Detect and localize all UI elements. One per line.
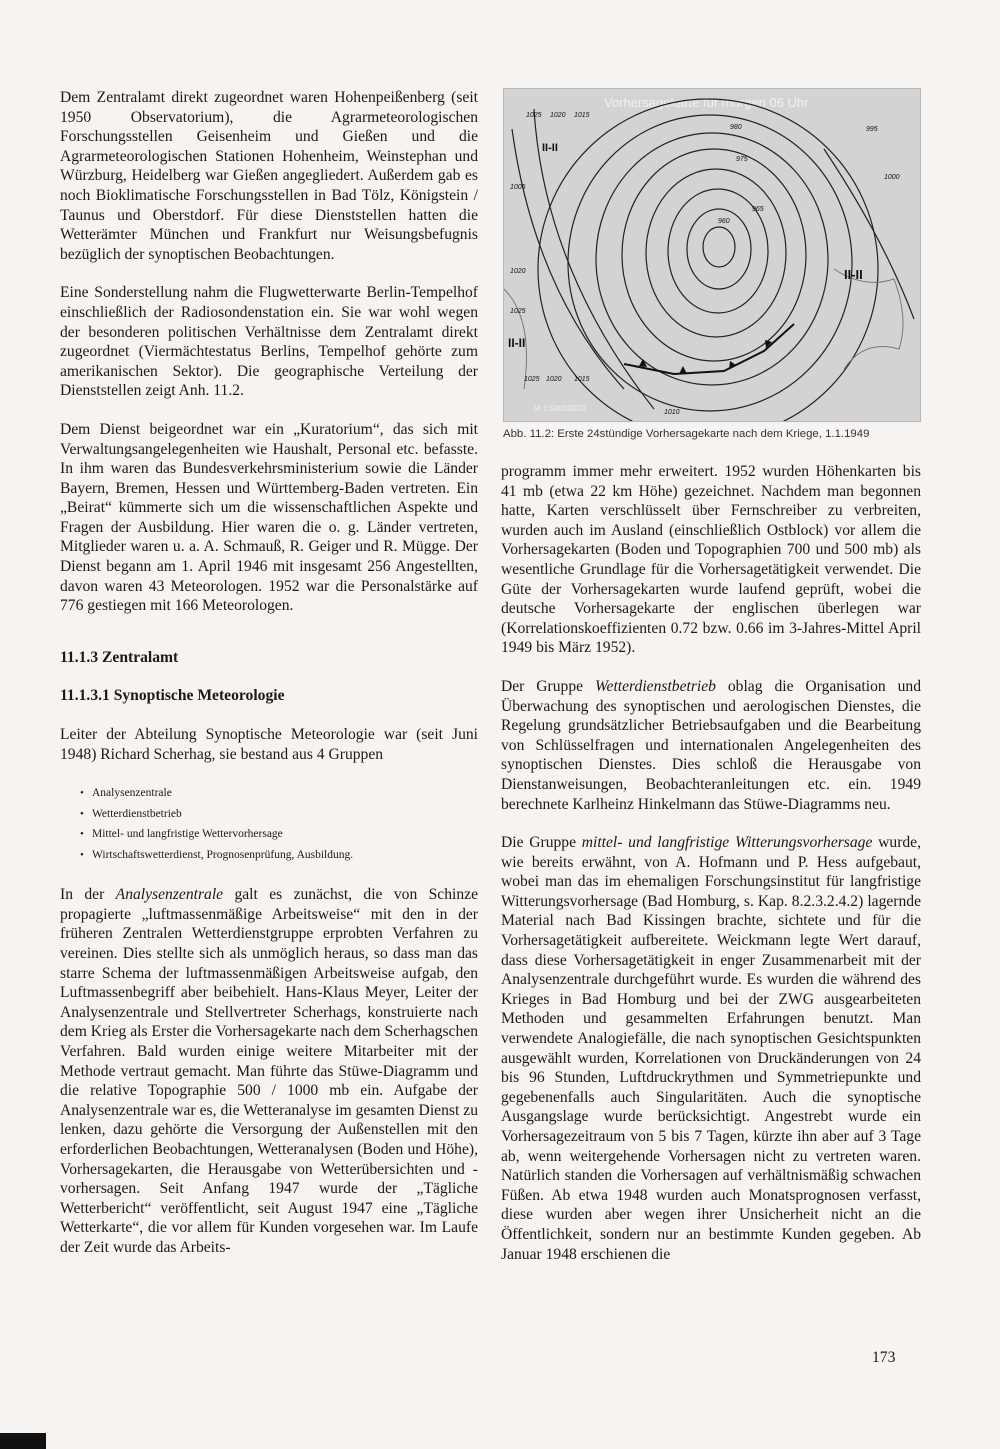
high-pressure-marker: II-II bbox=[508, 336, 526, 350]
paragraph-kuratorium: Dem Dienst beigeordnet war ein „Kuratorium“, das sich mit Verwaltungsangelegenheiten wie Haushalt, Personal etc. befasste. In ihm waren das Bundesverkehrsministerium sowie die Länder Bayern, Bremen, Hessen und Württemberg-Baden vertreten. Ein „Beirat“ kümmerte sich um die wissenschaftlichen Aspekte und Fragen der Ausbildung. Hier waren die o. g. Länder vertreten, Mitglieder waren u. a. A. Schmauß, R. Geiger und R. Mügge. Der Dienst begann am 1. April 1946 mit insgesamt 256 Angestellten, davon waren 43 Meteorologen. 1952 war die Personalstärke auf 776 gestiegen mit 166 Meteorologen. bbox=[60, 420, 478, 615]
figure-caption: Abb. 11.2: Erste 24stündige Vorhersagekarte nach dem Kriege, 1.1.1949 bbox=[503, 428, 870, 440]
section-heading-synoptische-meteorologie: 11.1.3.1 Synoptische Meteorologie bbox=[60, 687, 285, 705]
isobar-label: 1020 bbox=[550, 112, 566, 119]
high-pressure-marker: II-II bbox=[542, 142, 558, 154]
isobar-label: 1020 bbox=[510, 268, 526, 275]
paragraph-wetterdienstbetrieb bbox=[501, 677, 921, 814]
isobar-label: 960 bbox=[718, 218, 730, 225]
paragraph-leiter-abteilung: Leiter der Abteilung Synoptische Meteorologie war (seit Juni 1948) Richard Scherhag, sie bestand aus 4 Gruppen bbox=[60, 726, 478, 763]
isobar-label: 1025 bbox=[524, 376, 540, 383]
isobar-map bbox=[504, 89, 920, 421]
text-run: oblag die Organisation und Überwachung des synoptischen und aerologischen Dienstes, die Regelung grundsätzlicher Betriebsaufgaben und die Bearbeitung von Schlüsselfragen und internationalen Angelegenheiten des synoptischen Dienstes. Dies schloß die Herausgabe von Dienstanweisungen, Beobachteranleitungen etc. ein. 1949 berechnete Karlheinz Hinkelmann das Stüwe-Diagramms neu. bbox=[501, 677, 921, 813]
text-run: galt es zunächst, die von Schinze propagierte „luftmassenmäßige Arbeitsweise“ mit den in der früheren Zentralen Wetterdienstgruppe erprobten Verfahren zu vereinen. Dies stellte sich als unmöglich heraus, so dass man das starre Schema der luftmassenmäßigen Arbeitsweise aufgab, den Luftmassenbegriff aber beibehielt. Hans-Klaus Meyer, Leiter der Analysenzentrale und Stellvertreter Scherhags, konstruierte nach dem Krieg als Erster die Vorhersagekarte nach dem Scherhagschen Verfahren. Bald wurden einige weitere Mitarbeiter mit der Methode vertraut gemacht. Man führte das Stüwe-Diagramm und die relative Topographie 500 / 1000 mb ein. Aufgabe der Analysenzentrale war es, die Wetteranalyse im gesamten Dienst zu lenken, dazu gehörte die Versorgung der Außenstellen mit den erforderlichen Beobachtungen, Wetteranalysen (Boden und Höhe), Vorhersagekarten, die Herausgabe von Wetterübersichten und -vorhersagen. Seit Anfang 1947 wurde der „Tägliche Wetterbericht“ veröffentlicht, seit August 1947 eine „Tägliche Wetterkarte“, die vor allem für Kunden vorgesehen war. Im Laufe der Zeit wurde das Arbeits- bbox=[60, 886, 478, 1256]
isobar-label: 1025 bbox=[510, 308, 526, 315]
forecast-map-figure bbox=[503, 88, 921, 422]
isobar-label: 965 bbox=[752, 206, 764, 213]
group-list bbox=[60, 783, 478, 865]
isobar-label: 995 bbox=[866, 126, 878, 133]
text-run: Die Gruppe bbox=[501, 834, 582, 852]
edge-mark bbox=[0, 1433, 46, 1449]
right-column bbox=[501, 462, 921, 1283]
isobar-label: 1025 bbox=[526, 112, 542, 119]
paragraph-witterungsvorhersage bbox=[501, 833, 921, 1264]
paragraph-programm: programm immer mehr erweitert. 1952 wurden Höhenkarten bis 41 mb (etwa 22 km Höhe) gezeichnet. Nachdem man begonnen hatte, Karten verschlüsselt über Fernschreiber zu verbreiten, wurden auch im Ausland (einschließlich Ostblock) vor allem die Vorhersagekarten (Boden und Topographien 700 und 500 mb) als wesentliche Grundlage für die Vorhersagetätigkeit verwendet. Die Güte der Vorhersagekarten wurde laufend geprüft, wobei die deutsche Vorhersagekarte der englischen überlegen war (Korrelationskoeffizienten 0.72 bzw. 0.66 im 3-Jahres-Mittel April 1949 bis März 1952). bbox=[501, 463, 921, 657]
high-pressure-marker: II-II bbox=[844, 267, 863, 282]
emphasis-witterungsvorhersage: mittel- und langfristige Witterungsvorhersage bbox=[581, 834, 873, 852]
map-scale: M 1:50000000 bbox=[534, 404, 586, 413]
isobar-label: 1005 bbox=[510, 184, 526, 191]
isobar-label: 1020 bbox=[546, 376, 562, 383]
paragraph-flugwetterwarte: Eine Sonderstellung nahm die Flugwetterwarte Berlin-Tempelhof einschließlich der Radiosondenstation ein. Sie war wohl wegen der besonderen politischen Verhältnisse dem Zentralamt direkt zugeordnet (Viermächtestatus Berlins, Tempelhof gehörte zum amerikanischen Sektor). Die geographische Verteilung der Dienststellen zeigt Anh. 11.2. bbox=[60, 284, 478, 400]
emphasis-wetterdienstbetrieb: Wetterdienstbetrieb bbox=[594, 677, 716, 695]
list-item: • Wetterdienstbetrieb bbox=[80, 804, 478, 825]
page-number: 173 bbox=[872, 1349, 896, 1366]
map-title: Vorhersagekarte für morgen 06 Uhr bbox=[604, 95, 809, 110]
list-item: • Mittel- und langfristige Wettervorhersage bbox=[80, 824, 478, 845]
list-item: • Wirtschaftswetterdienst, Prognosenprüfung, Ausbildung. bbox=[80, 845, 478, 866]
emphasis-analysenzentrale: Analysenzentrale bbox=[115, 886, 224, 904]
paragraph-zentralamt-zugeordnet: Dem Zentralamt direkt zugeordnet waren Hohenpeißenberg (seit 1950 Observatorium), die Agrarmeteorologischen Forschungsstellen Geisenheim und Gießen und die Agrarmeteorologischen Stationen Hohenheim, Weinstephan und Würzburg, Heidelberg war Gießen angegliedert. Außerdem gab es noch Bioklimatische Forschungsstellen in Bad Tölz, Königstein / Taunus und Oberstdorf. Für diese Dienststellen hatten die Wetterämter München und Frankfurt nur Weisungsbefugnis bezüglich der synoptischen Beobachtungen. bbox=[60, 89, 478, 263]
list-item: • Analysenzentrale bbox=[80, 783, 478, 804]
isobar-label: 975 bbox=[736, 156, 748, 163]
isobar-label: 1000 bbox=[884, 174, 900, 181]
isobar-label: 1015 bbox=[574, 376, 590, 383]
text-run: In der bbox=[60, 886, 116, 904]
isobar-label: 980 bbox=[730, 124, 742, 131]
isobar-label: 1010 bbox=[664, 409, 680, 416]
left-column bbox=[60, 88, 478, 1277]
text-run: Der Gruppe bbox=[501, 677, 595, 695]
isobar-label: 1015 bbox=[574, 112, 590, 119]
section-heading-zentralamt: 11.1.3 Zentralamt bbox=[60, 648, 179, 666]
paragraph-analysenzentrale bbox=[60, 885, 478, 1257]
text-run: wurde, wie bereits erwähnt, von A. Hofmann und P. Hess aufgebaut, wobei man das im ehemaligen Forschungsinstitut für langfristige Witterungsvorhersage (Bad Homburg, s. Kap. 8.2.3.2.4.2) lagernde Material nach Bad Kissingen brachte, sichtete und für die Vorhersagetätigkeit aufbereitete. Weickmann legte Wert darauf, dass diese Vorhersagetätigkeit in enger Zusammenarbeit mit der Analysenzentrale durchgeführt wurde. Es wurden die während des Krieges in Bad Homburg und bei der ZWG ausgearbeiteten Methoden und gesammelten Erfahrungen benutzt. Man verwendete Analogiefälle, die nach synoptischen Gesichtspunkten ausgewählt wurden, Korrelationen von Druckänderungen von 24 bis 96 Stunden, Luftdruckrythmen und Symmetriepunkte und gegebenenfalls auch Singularitäten. Auch die synoptische Ausgangslage wurde berücksichtigt. Angestrebt wurde ein Vorhersagezeitraum von 5 bis 7 Tagen, kürzte ihn aber auf 3 Tage ab, wenn weitergehende Vorhersagen nicht zu vertreten waren. Natürlich standen die Vorhersagen auf verhältnismäßig schwachen Füßen. Ab etwa 1948 wurden auch Monatsprognosen verfasst, diese wurden aber wegen ihrer Unsicherheit nicht an die Öffentlichkeit, sondern nur an bestimmte Kunden gegeben. Ab Januar 1948 erschienen die bbox=[501, 834, 922, 1263]
